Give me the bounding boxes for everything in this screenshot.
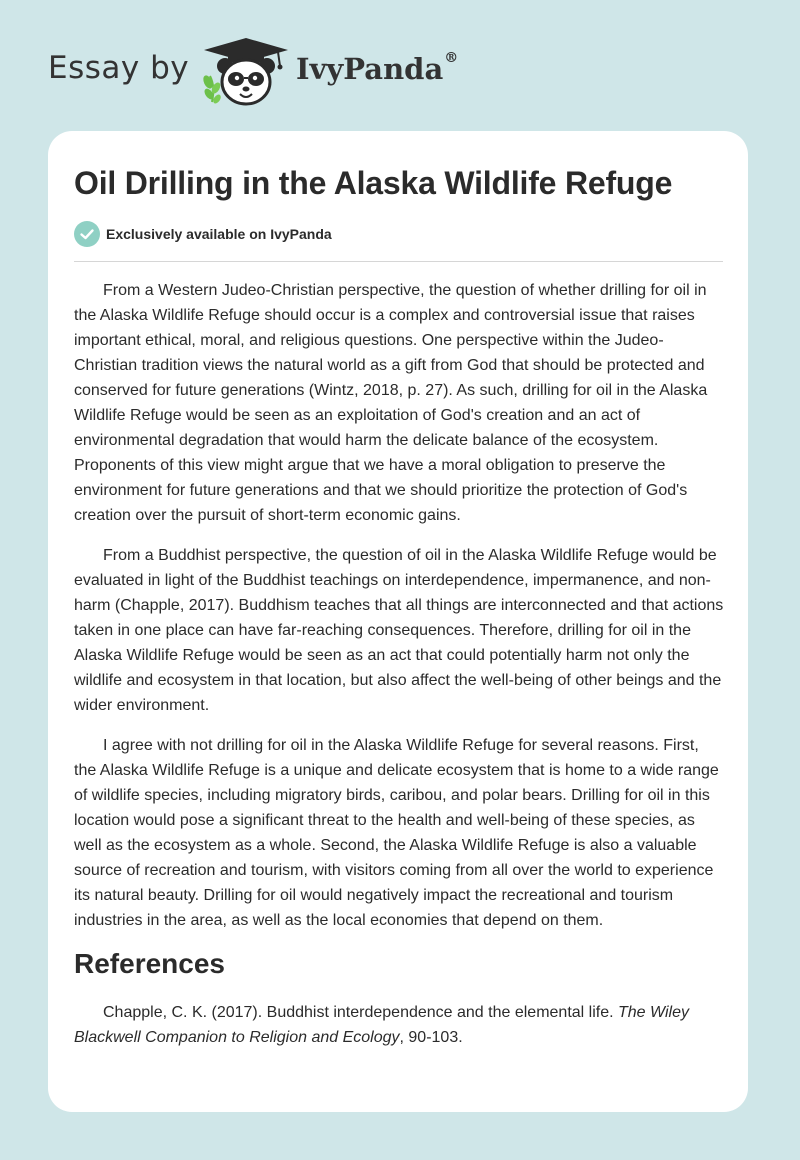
paragraph: I agree with not drilling for oil in the Alaska Wildlife Refuge for several reasons. First, the Alaska Wildlife Refuge is a unique and delicate ecosystem that is home to a wide range of wildlife species, including migratory birds, caribou, and polar bears. Drilling for oil in this location would pose a significant threat to the health and well-being of these species, as well as the ecosystem as a whole. Second, the Alaska Wildlife Refuge is also a valuable source of recreation and tourism, with visitors coming from all over the world to experience its natural beauty. Drilling for oil would negatively impact the recreational and tourism industries in the area, as well as the local economies that depend on them.	[74, 737, 719, 929]
paragraph: From a Buddhist perspective, the question of oil in the Alaska Wildlife Refuge would be evaluated in light of the Buddhist teachings on interdependence, impermanence, and non-harm (Chapple, 2017). Buddhism teaches that all things are interconnected and that actions taken in one place can have far-reaching consequences. Therefore, drilling for oil in the Alaska Wildlife Refuge would be seen as an act that could potentially harm not only the wildlife and ecosystem in that location, but also affect the well-being of other beings and the wider environment.	[74, 547, 724, 714]
reference-source-title: The Wiley Blackwell Companion to Religion and Ecology	[74, 1004, 689, 1046]
brand-name-text: IvyPanda	[296, 52, 444, 86]
divider	[74, 261, 723, 262]
essay-card	[48, 131, 748, 1112]
exclusive-label: Exclusively available on IvyPanda	[106, 226, 332, 242]
reference-text: Chapple, C. K. (2017). Buddhist interdependence and the elemental life.	[103, 1004, 618, 1021]
essay-title: Oil Drilling in the Alaska Wildlife Refuge	[74, 165, 673, 201]
reference-pages: , 90-103.	[399, 1029, 463, 1046]
site-header	[0, 0, 800, 130]
registered-mark: ®	[444, 50, 459, 66]
paragraph: From a Western Judeo-Christian perspective, the question of whether drilling for oil in the Alaska Wildlife Refuge should occur is a complex and controversial issue that raises important ethical, moral, and religious questions. One perspective within the Judeo-Christian tradition views the natural world as a gift from God that should be protected and conserved for future generations (Wintz, 2018, p. 27). As such, drilling for oil in the Alaska Wildlife Refuge would be seen as an exploitation of God's creation and an act of environmental degradation that would harm the delicate balance of the ecosystem. Proponents of this view might argue that we have a moral obligation to preserve the environment for future generations and that we should prioritize the protection of God's creation over the pursuit of short-term economic gains.	[74, 282, 708, 524]
essay-by-label: Essay by	[48, 50, 190, 86]
essay-body	[74, 278, 724, 1065]
references-heading: References	[74, 948, 225, 979]
leaf-icon	[201, 74, 222, 105]
exclusive-badge	[74, 221, 332, 247]
reference-item	[74, 1000, 724, 1050]
panda-logo-icon	[200, 36, 292, 108]
ivypanda-wordmark	[296, 52, 458, 86]
check-circle-icon	[74, 221, 100, 247]
